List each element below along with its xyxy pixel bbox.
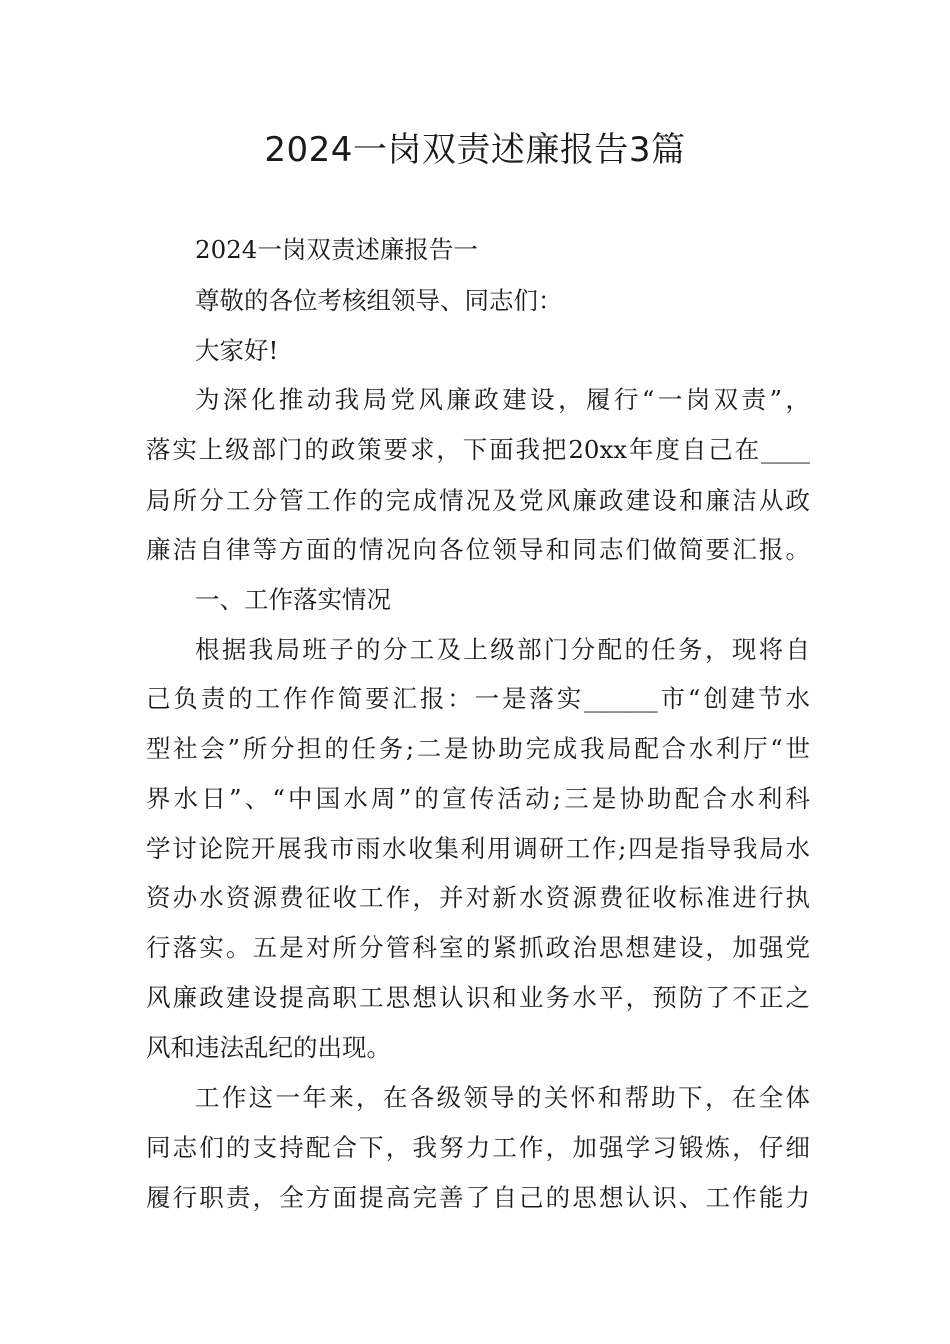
paragraph-line: 界水日”、“中国水周”的宣传活动;三是协助配合水利科 [146, 784, 810, 813]
section-heading-work: 一、工作落实情况 [195, 585, 391, 614]
paragraph-line: 局所分工分管工作的完成情况及党风廉政建设和廉洁从政 [146, 486, 810, 515]
paragraph-line: 履行职责，全方面提高完善了自己的思想认识、工作能力 [146, 1183, 810, 1212]
paragraph-line: 风廉政建设提高职工思想认识和业务水平，预防了不正之 [146, 983, 810, 1012]
paragraph-line: 同志们的支持配合下，我努力工作，加强学习锻炼，仔细 [146, 1133, 810, 1162]
salutation-line: 尊敬的各位考核组领导、同志们： [195, 286, 563, 315]
paragraph-line: 学讨论院开展我市雨水收集利用调研工作;四是指导我局水 [146, 834, 810, 863]
document-title: 2024一岗双责述廉报告3篇 [264, 130, 686, 170]
paragraph-line: 工作这一年来，在各级领导的关怀和帮助下，在全体 [195, 1083, 810, 1112]
paragraph-line: 资办水资源费征收工作，并对新水资源费征收标准进行执 [146, 883, 810, 912]
paragraph-line: 型社会”所分担的任务;二是协助完成我局配合水利厅“世 [146, 734, 810, 763]
paragraph-line: 廉洁自律等方面的情况向各位领导和同志们做简要汇报。 [146, 535, 810, 564]
greeting-line: 大家好! [195, 336, 279, 365]
paragraph-line: 落实上级部门的政策要求，下面我把20xx年度自己在____ [146, 435, 810, 464]
paragraph-line: 根据我局班子的分工及上级部门分配的任务，现将自 [195, 635, 810, 664]
paragraph-line: 行落实。五是对所分管科室的紧抓政治思想建设，加强党 [146, 933, 810, 962]
paragraph-line: 己负责的工作作简要汇报：一是落实______市“创建节水 [146, 684, 810, 713]
paragraph-line: 为深化推动我局党风廉政建设，履行“一岗双责”， [195, 385, 810, 414]
section-heading-report-one: 2024一岗双责述廉报告一 [195, 235, 478, 264]
paragraph-line: 风和违法乱纪的出现。 [146, 1033, 391, 1062]
